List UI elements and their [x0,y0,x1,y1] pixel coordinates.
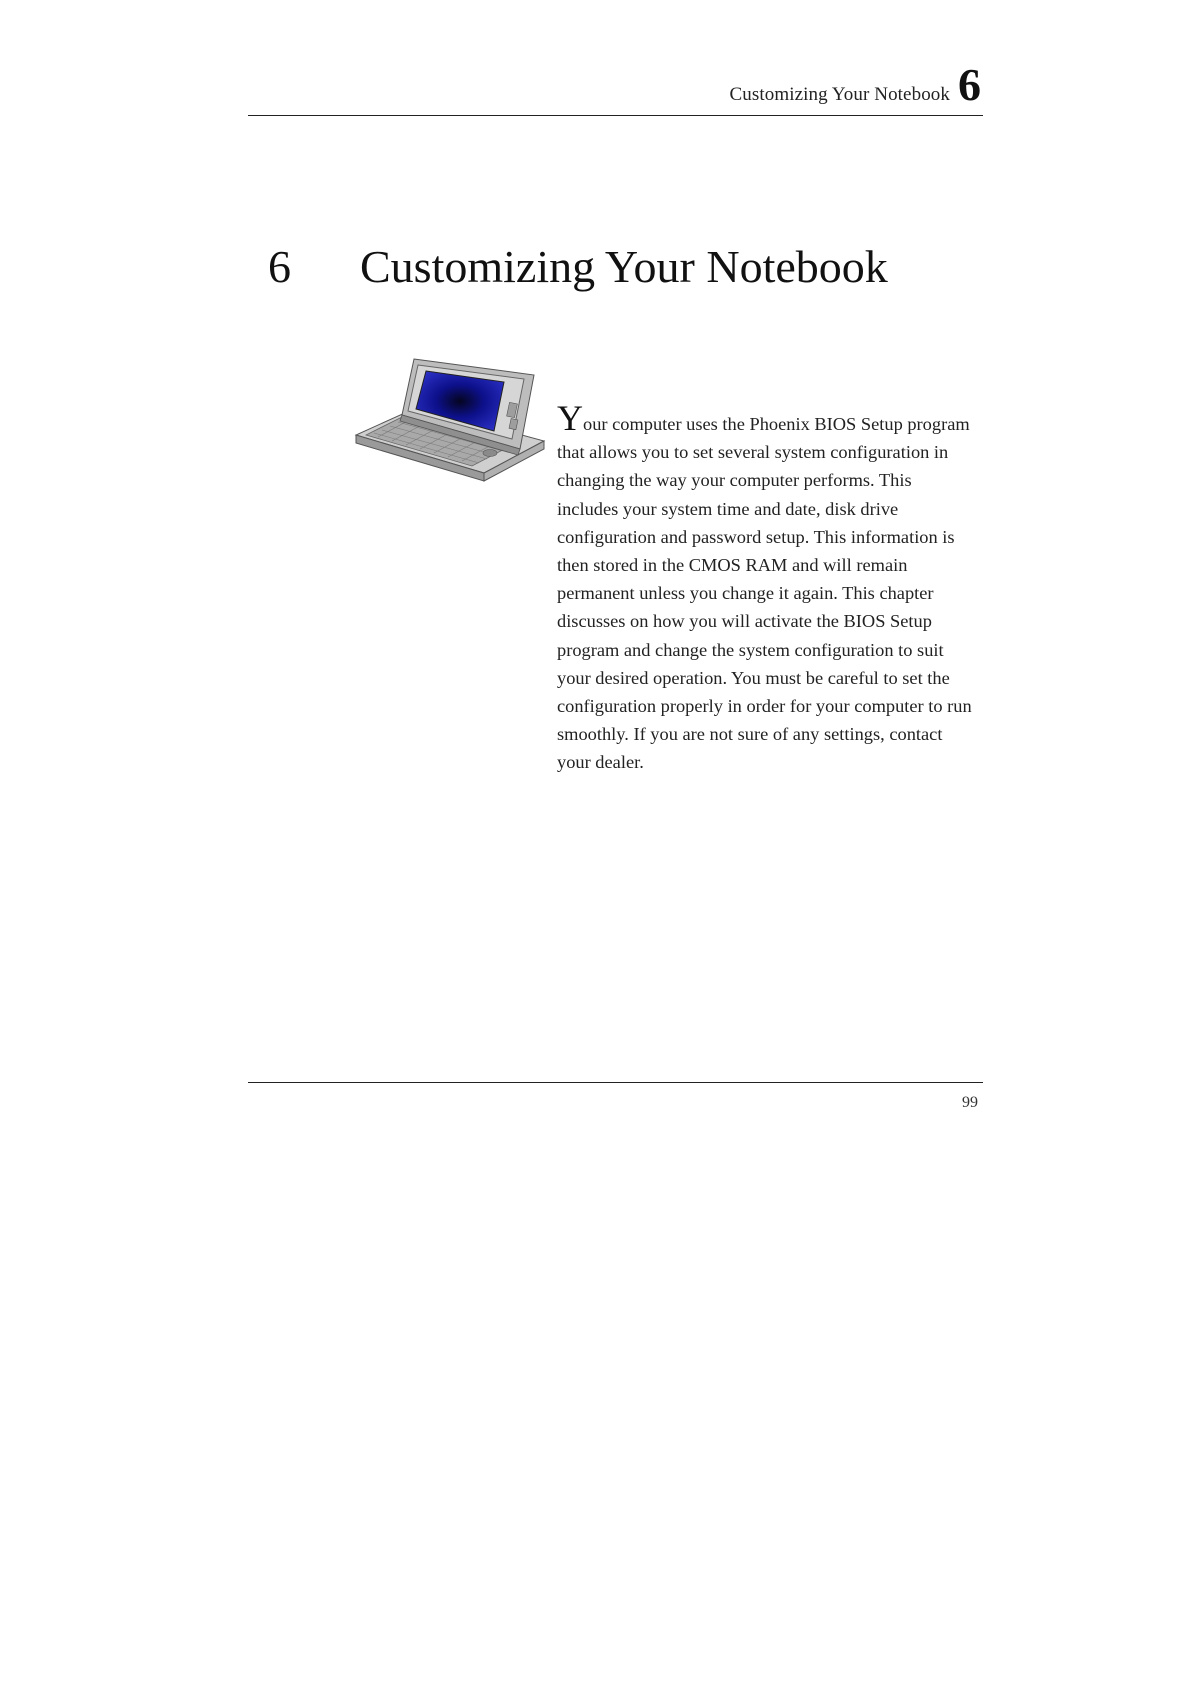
body-paragraph-text: our computer uses the Phoenix BIOS Setup program that allows you to set several system configuration in changing the way your computer performs. This includes your system time and date, disk drive configuration and password setup. This information is then stored in the CMOS RAM and will remain permanent unless you change it again. This chapter discusses on how you will activate the BIOS Setup program and change the system configuration to suit your desired operation. You must be careful to set the configuration properly in order for your computer to run smoothly. If you are not sure of any settings, contact your dealer. [557,414,972,773]
page-number: 99 [962,1094,978,1111]
chapter-number: 6 [268,241,291,292]
running-header-chapter-number: 6 [958,59,981,110]
body-paragraph [557,400,977,777]
header-rule [248,115,983,116]
drop-initial: Y [557,398,583,438]
footer-rule [248,1082,983,1083]
running-header [729,59,982,110]
running-header-title: Customizing Your Notebook [729,84,950,105]
notebook-computer-icon [354,353,546,485]
chapter-title: Customizing Your Notebook [360,241,888,292]
chapter-heading [268,240,888,293]
